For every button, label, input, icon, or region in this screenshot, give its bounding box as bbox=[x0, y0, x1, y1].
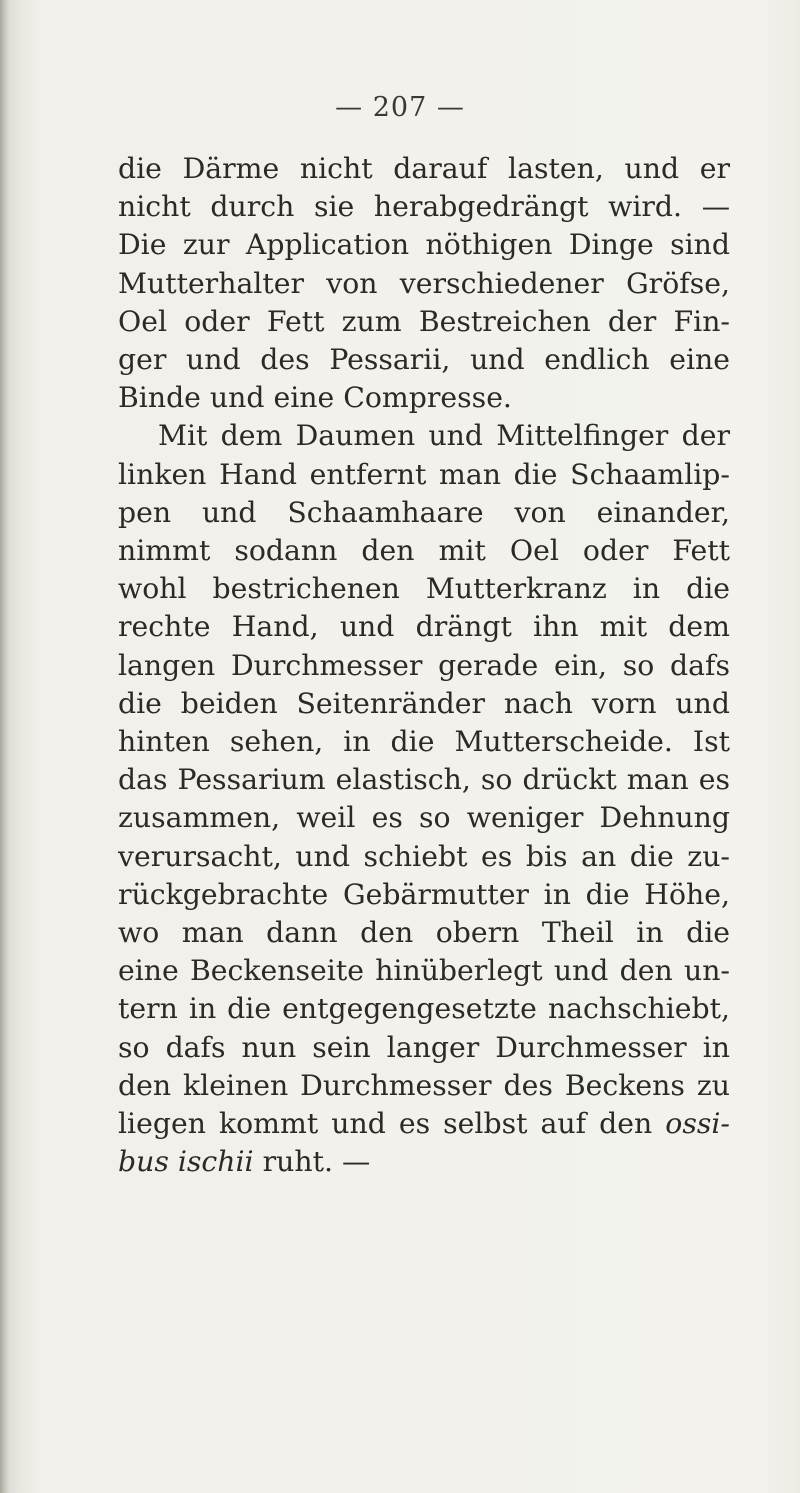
text-line: eine Beckenseite hinüberlegt und den un- bbox=[118, 954, 730, 988]
text-line: Binde und eine Compresse. bbox=[118, 381, 512, 415]
text-line: Mit dem Daumen und Mittelfinger der bbox=[158, 419, 730, 453]
text-line: ger und des Pessarii, und endlich eine bbox=[118, 343, 730, 377]
text-line: Die zur Application nöthigen Dinge sind bbox=[118, 228, 730, 262]
body-text bbox=[118, 150, 730, 1181]
text-line: rückgebrachte Gebärmutter in die Höhe, bbox=[118, 877, 730, 911]
text-line: wohl bestrichenen Mutterkranz in die bbox=[118, 572, 730, 606]
italic-term: bus ischii bbox=[118, 1145, 254, 1179]
text-line: Mutterhalter von verschiedener Gröfse, bbox=[118, 266, 730, 300]
paragraph-2 bbox=[118, 417, 730, 1181]
text-line: zusammen, weil es so weniger Dehnung bbox=[118, 801, 730, 835]
text-line: linken Hand entfernt man die Schaamlip- bbox=[118, 457, 730, 491]
text-line: das Pessarium elastisch, so drückt man es bbox=[118, 763, 730, 797]
text-line: tern in die entgegengesetzte nachschiebt, bbox=[118, 992, 730, 1026]
text-line: pen und Schaamhaare von einander, bbox=[118, 495, 730, 529]
text-run: ruht. — bbox=[262, 1145, 371, 1179]
paragraph-1 bbox=[118, 150, 730, 417]
text-line: wo man dann den obern Theil in die bbox=[118, 916, 730, 950]
text-line: die beiden Seitenränder nach vorn und bbox=[118, 686, 730, 720]
text-line: nicht durch sie herabgedrängt wird. — bbox=[118, 190, 730, 224]
text-line: langen Durchmesser gerade ein, so dafs bbox=[118, 648, 730, 682]
text-line: so dafs nun sein langer Durchmesser in bbox=[118, 1030, 730, 1064]
text-line: nimmt sodann den mit Oel oder Fett bbox=[118, 534, 730, 568]
italic-term: ossi- bbox=[665, 1107, 730, 1141]
text-line: hinten sehen, in die Mutterscheide. Ist bbox=[118, 725, 730, 759]
page-number: — 207 — bbox=[335, 92, 465, 123]
text-line-with-italic bbox=[118, 1105, 730, 1143]
text-line: verursacht, und schiebt es bis an die zu- bbox=[118, 839, 730, 873]
text-run: liegen kommt und es selbst auf den bbox=[118, 1107, 653, 1141]
text-line-with-italic bbox=[118, 1143, 730, 1181]
text-line: die Därme nicht darauf lasten, und er bbox=[118, 152, 730, 185]
book-spine-shadow bbox=[0, 0, 10, 1493]
text-line: rechte Hand, und drängt ihn mit dem bbox=[118, 610, 730, 644]
text-line: den kleinen Durchmesser des Beckens zu bbox=[118, 1068, 730, 1102]
text-line: Oel oder Fett zum Bestreichen der Fin- bbox=[118, 304, 730, 338]
